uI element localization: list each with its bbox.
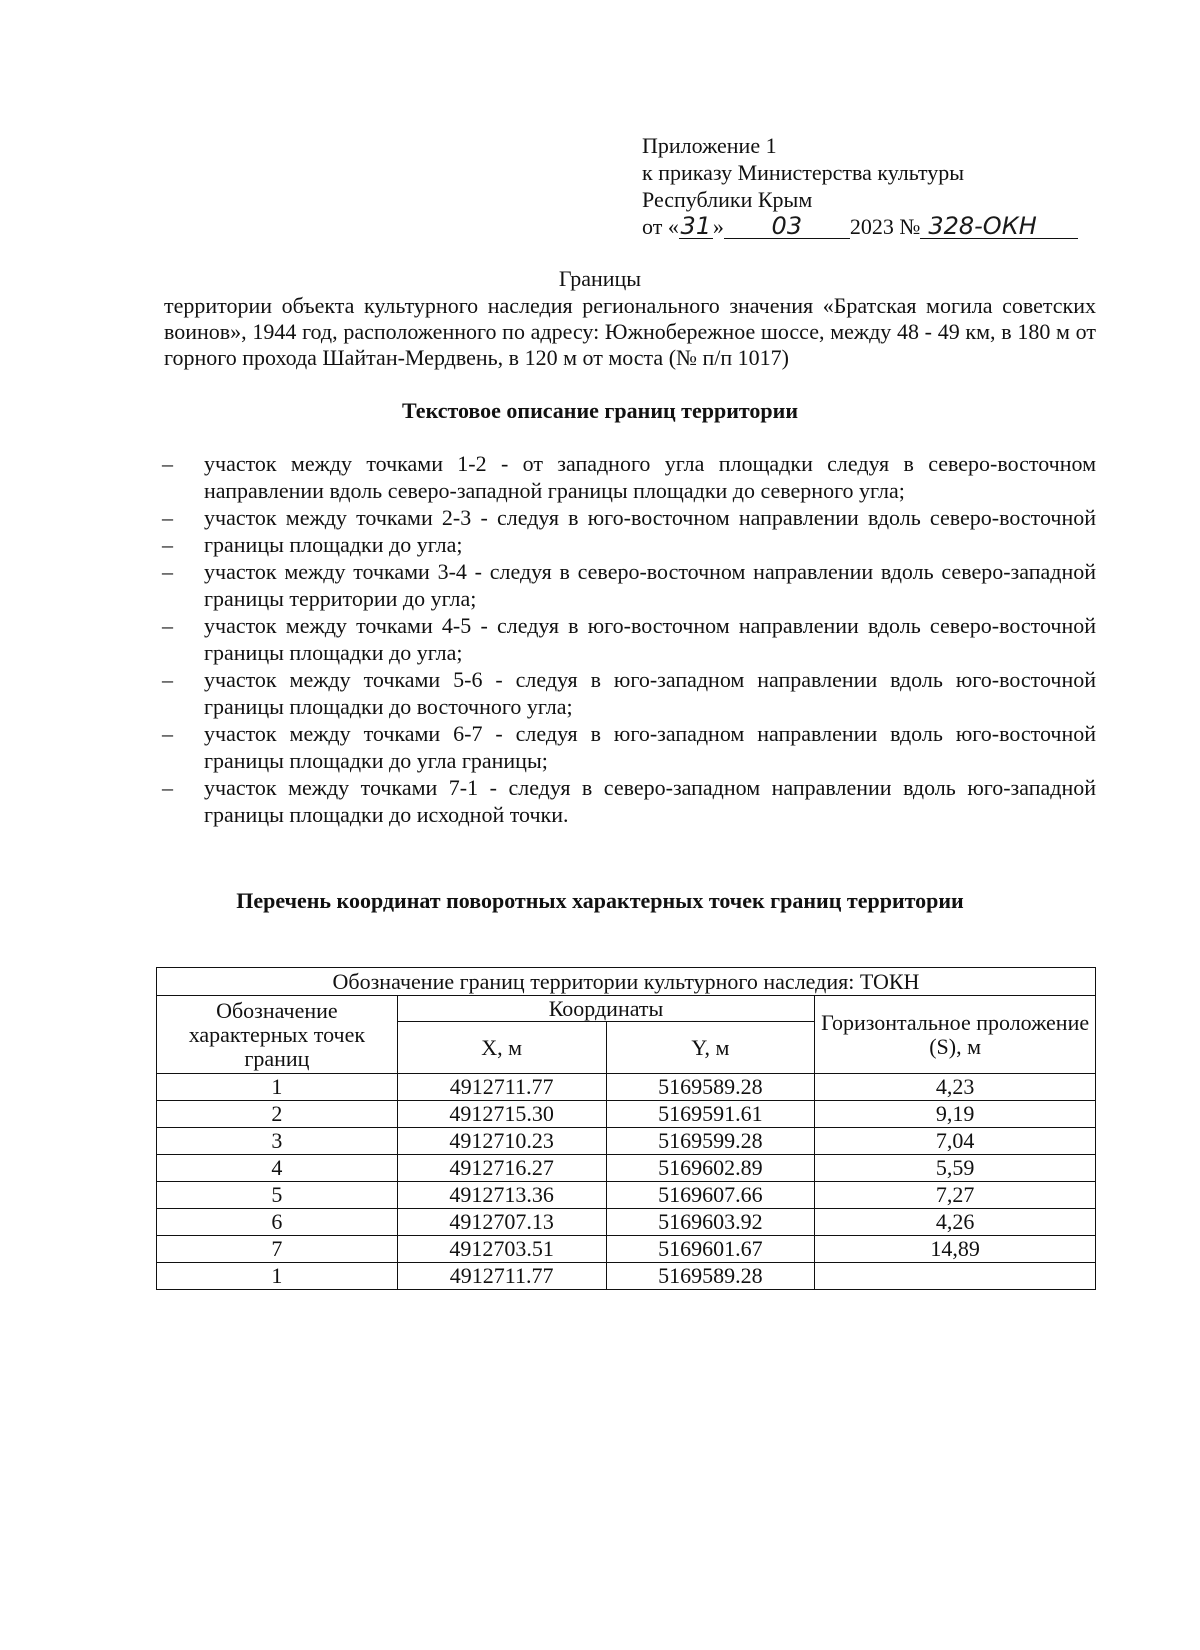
dash-bullet: – [162, 505, 173, 530]
coordinates-heading: Перечень координат поворотных характерных точек границ территории [236, 888, 964, 913]
segment-text: участок между точками 1-2 - от западного угла площадки следуя в северо-восточном направлении вдоль северо-западной границы площадки до северного угла; [204, 451, 1096, 503]
cell-x: 4912703.51 [397, 1236, 606, 1263]
dash-bullet: – [162, 451, 173, 476]
col-header-y: Y, м [606, 1022, 815, 1074]
col-header-coords: Координаты [397, 996, 815, 1022]
cell-s: 5,59 [815, 1155, 1096, 1182]
cell-point: 3 [157, 1128, 398, 1155]
dash-bullet: – [162, 532, 173, 557]
handwritten-month: 03 [724, 214, 850, 239]
cell-x: 4912716.27 [397, 1155, 606, 1182]
cell-x: 4912711.77 [397, 1074, 606, 1101]
segment-text: участок между точками 7-1 - следуя в северо-западном направлении вдоль юго-западной границы площадки до исходной точки. [204, 775, 1096, 827]
table-row [157, 1128, 1096, 1155]
table-caption: Обозначение границ территории культурного наследия: ТОКН [157, 968, 1096, 996]
appendix-date-line [642, 213, 1078, 240]
cell-point: 2 [157, 1101, 398, 1128]
cell-s: 9,19 [815, 1101, 1096, 1128]
list-item [162, 720, 1096, 774]
order-year: 2023 № [849, 214, 921, 239]
list-item [162, 774, 1096, 828]
cell-s: 4,23 [815, 1074, 1096, 1101]
segment-text: участок между точками 2-3 - следуя в юго-восточном направлении вдоль северо-восточной [204, 505, 1096, 530]
list-item [162, 558, 1096, 612]
cell-point: 4 [157, 1155, 398, 1182]
dash-bullet: – [162, 721, 173, 746]
appendix-line-2: к приказу Министерства культуры [642, 160, 965, 185]
list-item [162, 450, 1096, 504]
segment-text: участок между точками 6-7 - следуя в юго-западном направлении вдоль юго-восточной границы площадки до угла границы; [204, 721, 1096, 773]
table-row [157, 1155, 1096, 1182]
list-item [162, 504, 1096, 531]
segment-text: участок между точками 3-4 - следуя в северо-восточном направлении вдоль северо-западной границы территории до угла; [204, 559, 1096, 611]
description-heading: Текстовое описание границ территории [401, 398, 799, 423]
cell-x: 4912710.23 [397, 1128, 606, 1155]
cell-point: 7 [157, 1236, 398, 1263]
cell-y: 5169601.67 [606, 1236, 815, 1263]
list-item [162, 666, 1096, 720]
col-header-x: X, м [397, 1022, 606, 1074]
cell-x: 4912715.30 [397, 1101, 606, 1128]
segment-text: границы площадки до угла; [204, 532, 463, 557]
cell-y: 5169602.89 [606, 1155, 815, 1182]
appendix-line-3: Республики Крым [642, 187, 813, 212]
cell-point: 1 [157, 1263, 398, 1290]
appendix-block [642, 132, 1078, 240]
cell-point: 1 [157, 1074, 398, 1101]
table-row [157, 1101, 1096, 1128]
handwritten-order-number: 328-ОКН [920, 214, 1078, 239]
coordinates-table [156, 967, 1096, 1290]
cell-point: 6 [157, 1209, 398, 1236]
cell-s: 7,27 [815, 1182, 1096, 1209]
cell-y: 5169607.66 [606, 1182, 815, 1209]
document-title: Границы [558, 266, 642, 291]
cell-s: 14,89 [815, 1236, 1096, 1263]
table-row [157, 1074, 1096, 1101]
cell-x: 4912707.13 [397, 1209, 606, 1236]
cell-y: 5169589.28 [606, 1263, 815, 1290]
table-row [157, 1263, 1096, 1290]
date-mid: » [712, 214, 724, 239]
col-header-point: Обозначение характерных точек границ [157, 996, 398, 1074]
segment-text: участок между точками 5-6 - следуя в юго-западном направлении вдоль юго-восточной границы площадки до восточного угла; [204, 667, 1096, 719]
date-prefix: от « [642, 214, 679, 239]
cell-s [815, 1263, 1096, 1290]
cell-s: 4,26 [815, 1209, 1096, 1236]
list-item [162, 612, 1096, 666]
cell-y: 5169589.28 [606, 1074, 815, 1101]
cell-x: 4912711.77 [397, 1263, 606, 1290]
cell-point: 5 [157, 1182, 398, 1209]
handwritten-day: 31 [680, 212, 712, 240]
col-header-s: Горизонтальное проложение (S), м [815, 996, 1096, 1074]
dash-bullet: – [162, 667, 173, 692]
dash-bullet: – [162, 775, 173, 800]
table-row [157, 1236, 1096, 1263]
table-row [157, 1209, 1096, 1236]
cell-s: 7,04 [815, 1128, 1096, 1155]
cell-y: 5169591.61 [606, 1101, 815, 1128]
dash-bullet: – [162, 613, 173, 638]
intro-paragraph: территории объекта культурного наследия регионального значения «Братская могила советских воинов», 1944 год, расположенного по адресу: Южнобережное шоссе, между 48 - 49 км, в 180 м от горного прохода Шайтан-Мердвень, в 120 м от моста (№ п/п 1017) [164, 293, 1096, 370]
table-row [157, 1182, 1096, 1209]
appendix-line-1: Приложение 1 [642, 133, 777, 158]
cell-y: 5169599.28 [606, 1128, 815, 1155]
dash-bullet: – [162, 559, 173, 584]
cell-y: 5169603.92 [606, 1209, 815, 1236]
segment-list [162, 450, 1096, 828]
list-item [162, 531, 1096, 558]
cell-x: 4912713.36 [397, 1182, 606, 1209]
segment-text: участок между точками 4-5 - следуя в юго-восточном направлении вдоль северо-восточной границы площадки до угла; [204, 613, 1096, 665]
